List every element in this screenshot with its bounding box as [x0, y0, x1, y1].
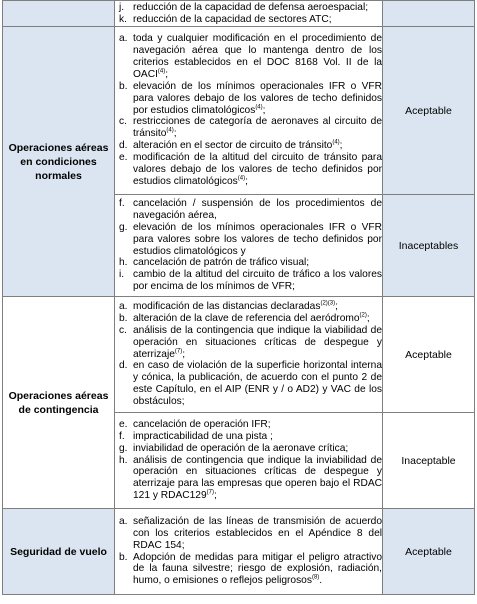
- item-letter: k.: [119, 13, 127, 25]
- item-text: [133, 222, 382, 258]
- item-letter: e.: [119, 418, 128, 430]
- result-cell: Aceptable: [383, 27, 475, 195]
- list-item: [115, 33, 382, 81]
- item-punctuation: ;: [262, 104, 266, 116]
- list-item: [115, 552, 382, 588]
- item-letter: d.: [119, 140, 128, 152]
- item-text: [133, 33, 382, 81]
- item-text: [133, 552, 382, 588]
- condition-list: [115, 297, 383, 413]
- item-text: [133, 516, 382, 552]
- list-item: [115, 140, 382, 152]
- item-body: en caso de violación de la superficie horizontal interna y cónica, la publicación, de acuerdo con el punto 2 de este Capítulo, en el AIP (ENR y / o AD2) y VAC de los obstáculos;: [133, 360, 382, 408]
- condition-list: [115, 413, 383, 509]
- item-text: [133, 419, 382, 431]
- footnote-ref: (7): [206, 489, 214, 496]
- item-body: reducción de la capacidad de sectores ATC;: [133, 13, 332, 25]
- result-cell: Inaceptable: [383, 413, 475, 509]
- list-item: [115, 152, 382, 188]
- list-item: [115, 431, 382, 443]
- table-row: [3, 509, 475, 595]
- item-letter: e.: [119, 152, 128, 164]
- item-letter: f.: [119, 197, 125, 209]
- item-punctuation: ;: [165, 68, 169, 80]
- item-letter: a.: [119, 515, 128, 527]
- footnote-ref: (4): [237, 175, 246, 182]
- condition-list: [115, 27, 383, 195]
- list-item: [115, 516, 382, 552]
- item-text: [133, 455, 382, 503]
- result-cell: Inaceptables: [383, 195, 475, 297]
- item-text: [133, 2, 382, 14]
- item-body: inviabilidad de operación de la aeronave crítica;: [133, 442, 349, 454]
- item-body: análisis de la contingencia que indique la viabilidad de operación en situaciones críticas de despegue y aterrizaje: [133, 324, 382, 360]
- list-item: [115, 81, 382, 117]
- item-text: [133, 140, 382, 152]
- item-punctuation: ;: [182, 348, 186, 360]
- item-letter: b.: [119, 80, 128, 92]
- criteria-table-body: [3, 1, 475, 595]
- footnote-ref: (2)(3): [320, 300, 336, 307]
- item-text: [133, 431, 382, 443]
- footnote-ref: (2): [359, 312, 367, 319]
- result-cell: [383, 1, 475, 27]
- list-item: [115, 222, 382, 258]
- item-letter: h.: [119, 257, 128, 269]
- list-item: [115, 2, 382, 14]
- item-body: elevación de los mínimos operacionales IFR o VFR para valores sobre los valores de techo definidos por estudios climatológicos y: [133, 221, 382, 257]
- list-item: [115, 325, 382, 361]
- item-body: reducción de la capacidad de defensa aeroespacial;: [133, 1, 369, 13]
- footnote-ref: (4): [157, 68, 166, 75]
- category-cell: [3, 1, 115, 27]
- item-text: [133, 152, 382, 188]
- list-item: [115, 14, 382, 26]
- footnote-ref: (4): [332, 139, 340, 146]
- item-body: impracticabilidad de una pista ;: [133, 430, 273, 442]
- condition-list: [115, 195, 383, 297]
- item-body: análisis de contingencia que indique la inviabilidad de operación en situaciones críticas de despegue y aterrizaje para las empresas que operen bajo el RDAC 121 y RDAC129: [133, 454, 382, 502]
- item-letter: i.: [119, 269, 125, 281]
- item-text: [133, 313, 382, 325]
- table-row: [3, 27, 475, 195]
- item-letter: j.: [119, 1, 125, 13]
- item-body: restricciones de categoría de aeronaves al circuito de tránsito: [133, 116, 382, 140]
- item-text: [133, 443, 382, 455]
- item-punctuation: .: [319, 575, 323, 587]
- item-letter: h.: [119, 454, 128, 466]
- criteria-table: [2, 0, 475, 595]
- list-item: [115, 116, 382, 140]
- item-body: elevación de los mínimos operacionales IFR o VFR para valores debajo de los valores de techo definidos por estudios climatológicos: [133, 80, 382, 116]
- footnote-ref: (4): [166, 127, 174, 134]
- item-text: [133, 301, 382, 313]
- list-item: [115, 301, 382, 313]
- item-text: [133, 116, 382, 140]
- item-body: cambio de la altitud del circuito de tráfico a los valores por encima de los mínimos de VFR;: [133, 269, 382, 293]
- item-body: cancelación de operación IFR;: [133, 418, 271, 430]
- item-letter: c.: [119, 324, 127, 336]
- footnote-ref: (8): [311, 574, 320, 581]
- list-item: [115, 419, 382, 431]
- result-cell: Aceptable: [383, 509, 475, 595]
- category-cell: Seguridad de vuelo: [3, 509, 115, 595]
- list-item: [115, 455, 382, 503]
- list-item: [115, 257, 382, 269]
- item-text: [133, 198, 382, 222]
- list-item: [115, 360, 382, 408]
- item-body: modificación de la altitud del circuito de tránsito para valores debajo de los valores de techo definidos por estudios climatológicos: [133, 152, 382, 187]
- item-punctuation: ;: [173, 128, 177, 140]
- item-letter: f.: [119, 430, 125, 442]
- item-text: [133, 81, 382, 117]
- item-letter: a.: [119, 300, 128, 312]
- item-body: cancelación / suspensión de los procedimientos de navegación aérea,: [133, 197, 382, 221]
- item-body: toda y cualquier modificación en el procedimiento de navegación aérea que lo mantenga dentro de los criterios establecidos en el DOC 8168 Vol. II de la OACI: [133, 33, 382, 80]
- item-text: [133, 360, 382, 408]
- list-item: [115, 313, 382, 325]
- item-punctuation: ;: [213, 490, 217, 502]
- footnote-ref: (4): [255, 104, 263, 111]
- item-letter: a.: [119, 33, 128, 45]
- item-letter: c.: [119, 116, 127, 128]
- list-item: [115, 443, 382, 455]
- table-row: [3, 1, 475, 27]
- item-punctuation: ;: [339, 140, 343, 152]
- item-punctuation: ;: [335, 300, 338, 312]
- item-body: Adopción de medidas para mitigar el peligro atractivo de la fauna silvestre; riesgo de explosión, radiación, humo, o emisiones o reflejos peligrosos: [133, 551, 382, 587]
- item-letter: g.: [119, 442, 128, 454]
- list-item: [115, 198, 382, 222]
- table-row: [3, 297, 475, 413]
- category-cell: Operaciones aéreas de contingencia: [3, 297, 115, 509]
- item-body: señalización de las líneas de transmisión de acuerdo con los criterios establecidos en el Apéndice 8 del RDAC 154;: [133, 515, 382, 551]
- result-cell: Aceptable: [383, 297, 475, 413]
- item-body: alteración en el sector de circuito de tránsito: [133, 140, 333, 152]
- item-body: alteración de la clave de referencia del aeródromo: [133, 312, 360, 324]
- item-punctuation: ;: [245, 175, 248, 187]
- footnote-ref: (7): [174, 348, 183, 355]
- item-letter: d.: [119, 360, 128, 372]
- item-text: [133, 14, 382, 26]
- item-text: [133, 269, 382, 293]
- item-text: [133, 257, 382, 269]
- condition-list: [115, 509, 383, 595]
- item-letter: g.: [119, 221, 128, 233]
- condition-list: [115, 1, 383, 27]
- item-body: modificación de las distancias declaradas: [133, 300, 321, 312]
- category-cell: Operaciones aéreas en condiciones normales: [3, 27, 115, 297]
- list-item: [115, 269, 382, 293]
- item-letter: b.: [119, 551, 128, 563]
- item-text: [133, 325, 382, 361]
- item-letter: b.: [119, 312, 128, 324]
- item-punctuation: ;: [366, 312, 370, 324]
- item-body: cancelación de patrón de tráfico visual;: [133, 257, 310, 269]
